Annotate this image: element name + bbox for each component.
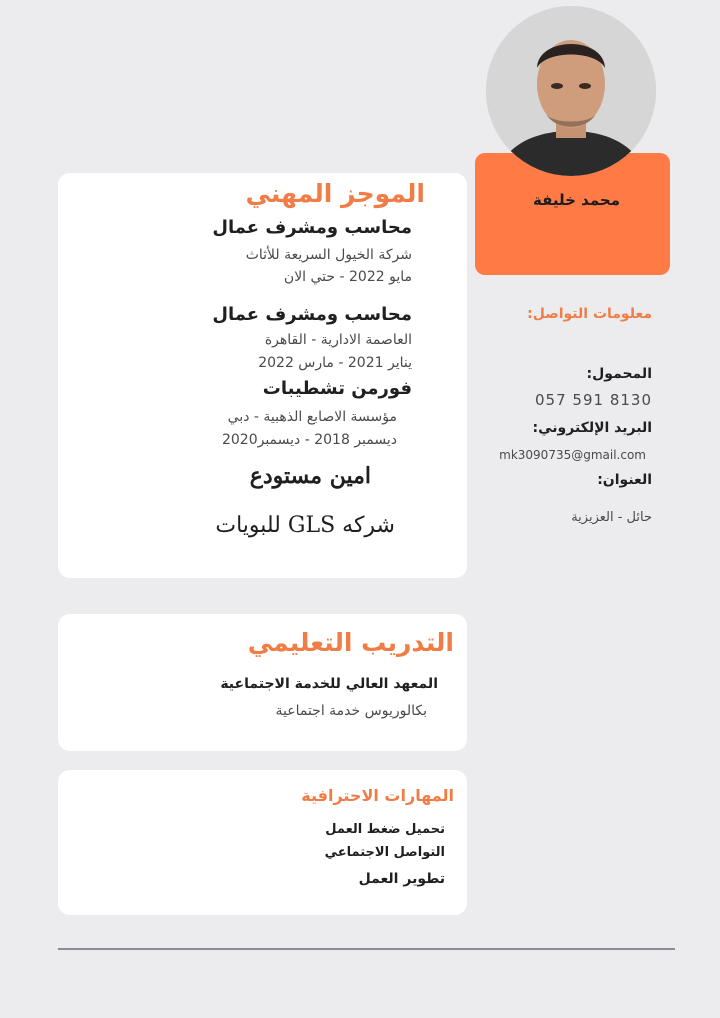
job2-title: محاسب ومشرف عمال: [212, 304, 412, 325]
skills-title: المهارات الاحترافية: [301, 786, 454, 805]
education-title: التدريب التعليمي: [247, 628, 454, 657]
address-value: حائل - العزيزية: [571, 510, 652, 525]
summary-card: [58, 173, 467, 578]
summary-title: الموجز المهني: [245, 179, 425, 208]
address-label: العنوان:: [597, 472, 652, 488]
job2-company: العاصمة الادارية - القاهرة: [264, 332, 412, 348]
education-card: [58, 614, 467, 751]
job2-period: يناير 2021 - مارس 2022: [258, 355, 412, 371]
job4-title: امين مستودع: [249, 463, 371, 489]
email-label: البريد الإلكتروني:: [532, 420, 652, 436]
person-photo-icon: [486, 6, 656, 176]
job1-title: محاسب ومشرف عمال: [212, 217, 412, 238]
job1-period: مايو 2022 - حتي الان: [283, 269, 412, 285]
skills-card: [58, 770, 467, 915]
mobile-value: 057 591 8130: [535, 391, 652, 409]
skill-item: التواصل الاجتماعي: [324, 845, 445, 860]
skill-item: تحميل ضغط العمل: [325, 822, 445, 837]
skill-item: تطوير العمل: [358, 871, 445, 887]
mobile-label: المحمول:: [586, 366, 652, 382]
job4-company: شركه GLS للبويات: [215, 513, 395, 538]
job1-company: شركة الخيول السريعة للأثاث: [245, 247, 412, 263]
email-value: mk3090735@gmail.com: [499, 448, 646, 462]
job3-company: مؤسسة الاصابع الذهبية - دبي: [227, 409, 397, 425]
avatar: [486, 6, 656, 176]
education-degree: بكالوريوس خدمة اجتماعية: [275, 703, 427, 719]
contact-title: معلومات التواصل:: [527, 306, 652, 322]
profile-name: محمد خليفة: [533, 191, 620, 209]
bottom-divider: [58, 948, 675, 950]
job3-period: ديسمبر 2018 - ديسمبر2020: [221, 432, 397, 448]
job3-title: فورمن تشطيبات: [262, 378, 412, 399]
education-institution: المعهد العالي للخدمة الاجتماعية: [220, 676, 438, 692]
